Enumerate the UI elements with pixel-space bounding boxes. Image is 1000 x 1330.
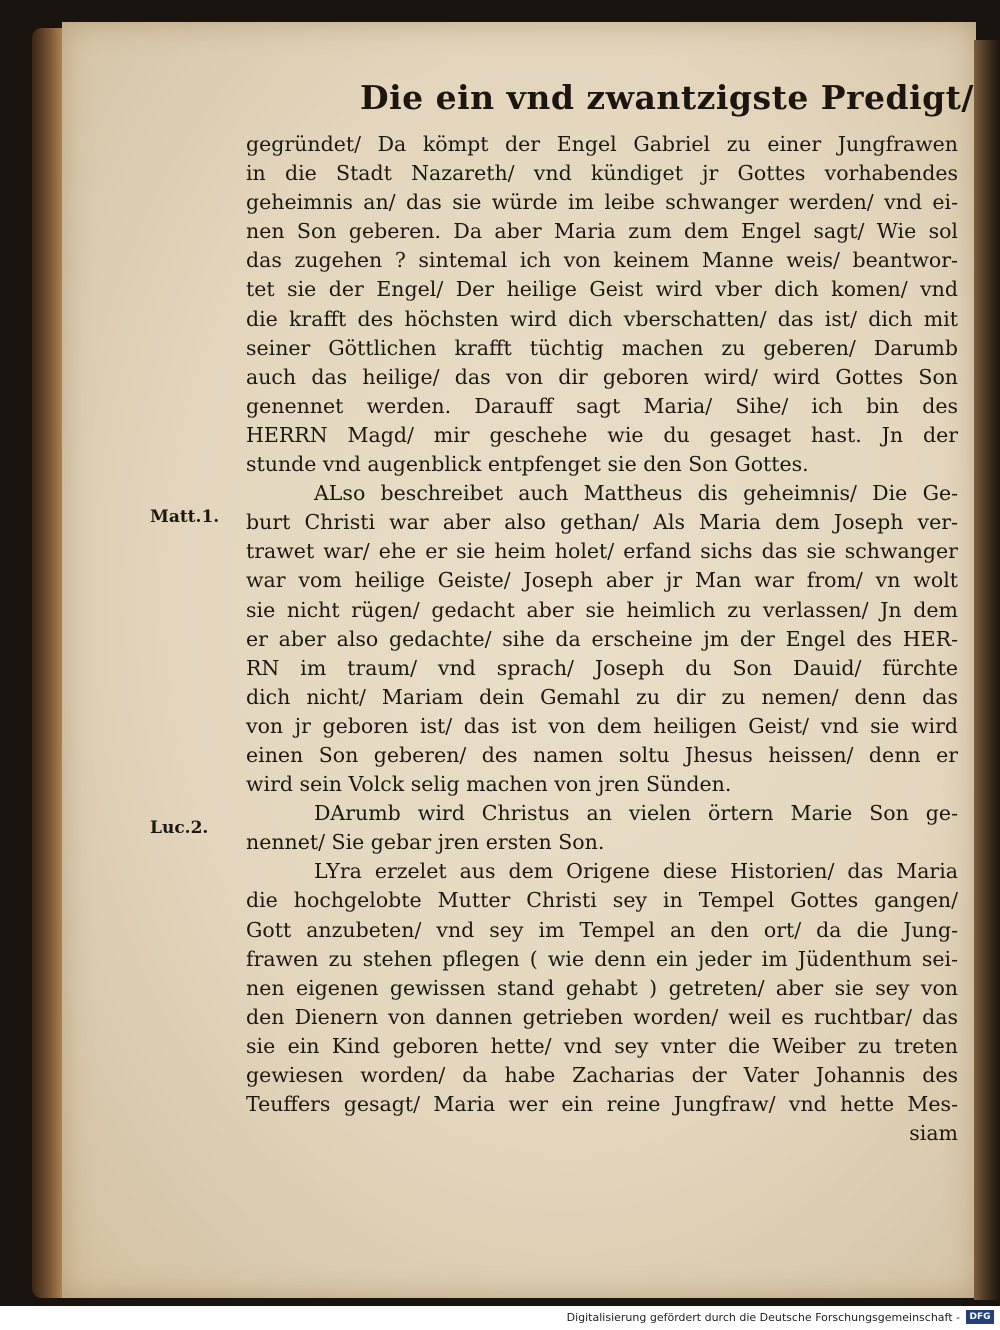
text-line: auch das heilige/ das von dir geboren wird/ wird Gottes Son xyxy=(246,364,958,389)
text-line: frawen zu stehen pflegen ( wie denn ein jeder im Jüdenthum sei- xyxy=(246,946,958,971)
text-line: tet sie der Engel/ Der heilige Geist wird vber dich komen/ vnd xyxy=(246,277,958,302)
text-line: genennet werden. Darauff sagt Maria/ Sihe/ ich bin des xyxy=(246,393,958,418)
text-line: von jr geboren ist/ das ist von dem heiligen Geist/ vnd sie wird xyxy=(246,713,958,738)
text-line: HERRN Magd/ mir geschehe wie du gesaget hast. Jn der xyxy=(246,422,958,447)
text-line: gegründet/ Da kömpt der Engel Gabriel zu einer Jungfrawen xyxy=(246,132,958,156)
text-line: geheimnis an/ das sie würde im leibe schwanger werden/ vnd ei- xyxy=(246,190,958,215)
text-line: sie ein Kind geboren hette/ vnd sey vnter die Weiber zu treten xyxy=(246,1033,958,1058)
text-line: gewiesen worden/ da habe Zacharias der Vater Johannis des xyxy=(246,1063,958,1087)
text-line: den Dienern von dannen getrieben worden/ weil es ruchtbar/ das xyxy=(246,1004,958,1029)
text-line: dich nicht/ Mariam dein Gemahl zu dir zu nemen/ denn das xyxy=(246,684,958,709)
text-line: burt Christi war aber also gethan/ Als Maria dem Joseph ver- xyxy=(246,510,958,535)
text-line: einen Son geberen/ des namen soltu Jhesus heissen/ denn er xyxy=(246,742,958,767)
text-line: er aber also gedachte/ sihe da erscheine jm der Engel des HER- xyxy=(246,626,958,651)
text-line: trawet war/ ehe er sie heim holet/ erfand sichs das sie schwanger xyxy=(246,539,958,564)
funding-credit: Digitalisierung gefördert durch die Deutsche Forschungsgemeinschaft - xyxy=(566,1311,960,1324)
binding-shadow xyxy=(974,40,1000,1300)
text-line: in die Stadt Nazareth/ vnd kündiget jr Gottes vorhabendes xyxy=(246,161,958,186)
text-line: LYra erzelet aus dem Origene diese Historien/ das Maria xyxy=(314,859,958,884)
text-line: das zugehen ? sintemal ich von keinem Manne weis/ beantwor- xyxy=(246,248,958,273)
text-line: ALso beschreibet auch Mattheus dis geheimnis/ Die Ge- xyxy=(314,481,958,506)
text-line: Gott anzubeten/ vnd sey im Tempel an den ort/ da die Jung- xyxy=(246,917,958,942)
text-line: nen Son geberen. Da aber Maria zum dem Engel sagt/ Wie sol xyxy=(246,219,958,244)
text-line: war vom heilige Geiste/ Joseph aber jr Man war from/ vn wolt xyxy=(246,568,958,593)
text-line: RN im traum/ vnd sprach/ Joseph du Son Dauid/ fürchte xyxy=(246,655,958,680)
text-line: die hochgelobte Mutter Christi sey in Tempel Gottes gangen/ xyxy=(246,888,958,913)
running-title: Die ein vnd zwantzigste Predigt/ xyxy=(360,78,974,117)
text-line: sie nicht rügen/ gedacht aber sie heimlich zu verlassen/ Jn dem xyxy=(246,597,958,622)
marginal-note-matthew: Matt.1. xyxy=(150,507,220,527)
text-line: wird sein Volck selig machen von jren Sünden. xyxy=(246,772,732,797)
catchword: siam xyxy=(909,1121,958,1146)
body-text-block xyxy=(246,130,958,1148)
marginal-note-luke: Luc.2. xyxy=(150,818,209,838)
dfg-logo: DFG xyxy=(966,1310,994,1324)
text-line: seiner Göttlichen krafft tüchtig machen zu geberen/ Darumb xyxy=(246,335,958,360)
text-line: Teuffers gesagt/ Maria wer ein reine Jungfraw/ vnd hette Mes- xyxy=(246,1092,958,1117)
text-line: DArumb wird Christus an vielen örtern Marie Son ge- xyxy=(314,801,958,826)
text-line: nennet/ Sie gebar jren ersten Son. xyxy=(246,830,605,855)
text-line: stunde vnd augenblick entpfenget sie den Son Gottes. xyxy=(246,452,809,477)
text-line: nen eigenen gewissen stand gehabt ) getreten/ aber sie sey von xyxy=(246,975,958,1000)
text-line: die krafft des höchsten wird dich vberschatten/ das ist/ dich mit xyxy=(246,306,958,331)
